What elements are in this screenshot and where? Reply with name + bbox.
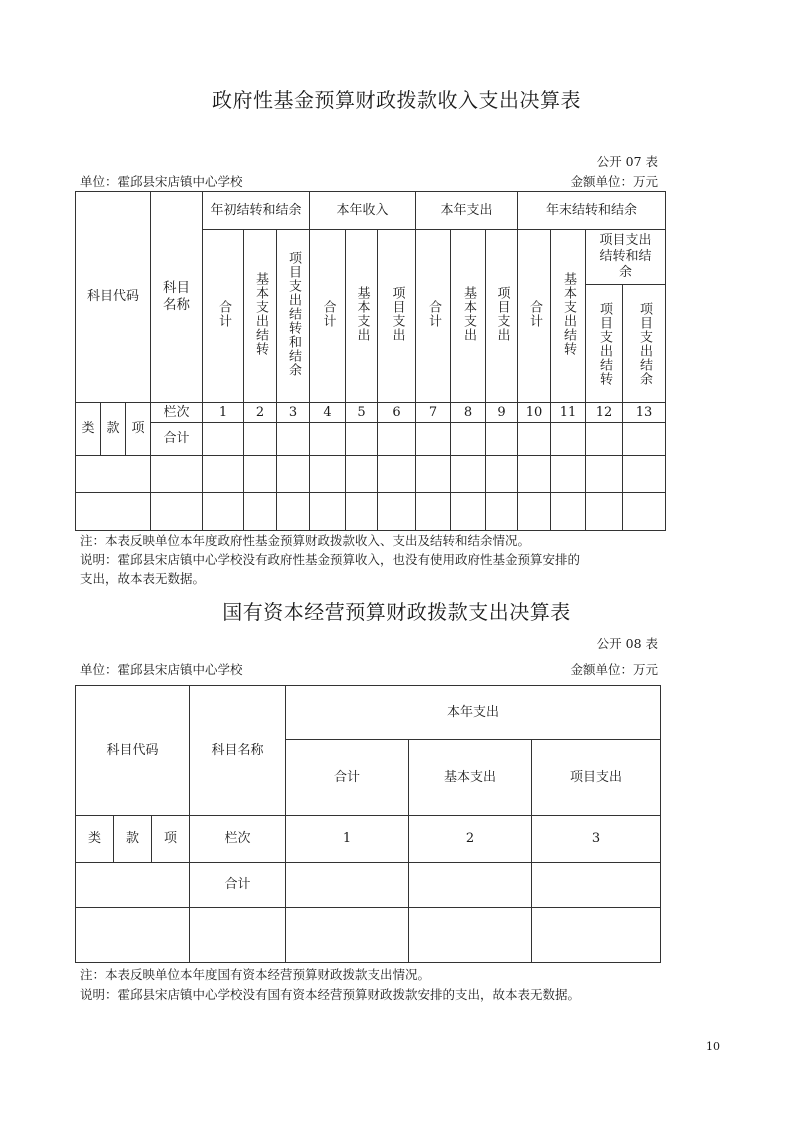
cell: [551, 456, 586, 493]
header-subject-code: 科目代码: [76, 686, 190, 816]
cell: [486, 456, 518, 493]
column-number: 12: [586, 403, 623, 423]
header-opening-balance: 年初结转和结余: [203, 192, 310, 230]
table1-explanation-line2: 支出，故本表无数据。: [80, 571, 206, 586]
table2-title: 国有资本经营预算财政拨款支出决算表: [222, 600, 571, 624]
header-subject-code: 科目代码: [76, 192, 151, 403]
cell: [286, 908, 409, 963]
cell: [623, 493, 666, 531]
cell: [416, 493, 451, 531]
cell-name: [151, 493, 203, 531]
table-row: [76, 493, 666, 531]
cell: [586, 456, 623, 493]
table-row-total: [76, 423, 666, 456]
header-subject-name: 科目名称: [190, 686, 286, 816]
cell: [244, 456, 277, 493]
column-number: 10: [518, 403, 551, 423]
total-label: 合计: [190, 863, 286, 908]
cell: [310, 423, 346, 456]
cell: [532, 863, 661, 908]
code-part-item: 项: [152, 816, 190, 863]
code-part-item: 项: [126, 403, 151, 456]
column-number: 1: [203, 403, 244, 423]
cell-code: [76, 456, 151, 493]
cell: [451, 456, 486, 493]
column-index-label: 栏次: [151, 403, 203, 423]
cell: [518, 423, 551, 456]
cell: [277, 456, 310, 493]
header-income-total: 合计: [310, 230, 346, 403]
header-closing-project: 项目支出结转和结余: [599, 233, 652, 280]
cell: [310, 493, 346, 531]
column-number: 9: [486, 403, 518, 423]
header-closing-total: 合计: [518, 230, 551, 403]
header-expense-total: 合计: [416, 230, 451, 403]
cell: [416, 423, 451, 456]
header-expense-project: 项目支出: [532, 740, 661, 816]
cell-code: [76, 908, 190, 963]
cell: [416, 456, 451, 493]
cell: [486, 493, 518, 531]
header-expense-project: 项目支出: [486, 230, 518, 403]
cell: [586, 493, 623, 531]
header-closing-basic: 基本支出结转: [551, 230, 586, 403]
table-row: [76, 908, 661, 963]
cell: [286, 863, 409, 908]
table1-form-number: 公开 07 表: [596, 154, 658, 169]
column-number: 6: [378, 403, 416, 423]
page-number: 10: [706, 1040, 720, 1053]
cell-code: [76, 863, 190, 908]
table1-explanation-line1: 说明：霍邱县宋店镇中心学校没有政府性基金预算收入，也没有使用政府性基金预算安排的: [80, 552, 581, 567]
cell: [551, 423, 586, 456]
column-number: 8: [451, 403, 486, 423]
table1-unit-label: 单位：霍邱县宋店镇中心学校: [80, 174, 243, 189]
cell: [378, 456, 416, 493]
column-number: 7: [416, 403, 451, 423]
cell: [378, 493, 416, 531]
cell: [451, 423, 486, 456]
column-number: 3: [277, 403, 310, 423]
cell: [346, 423, 378, 456]
cell: [203, 493, 244, 531]
header-current-expense: 本年支出: [286, 686, 661, 740]
cell: [378, 423, 416, 456]
cell: [409, 908, 532, 963]
header-current-expense: 本年支出: [416, 192, 518, 230]
cell: [518, 456, 551, 493]
column-number: 1: [286, 816, 409, 863]
table2-unit-label: 单位：霍邱县宋店镇中心学校: [80, 662, 243, 677]
column-number: 13: [623, 403, 666, 423]
cell-name: [190, 908, 286, 963]
cell-code: [76, 493, 151, 531]
header-opening-total: 合计: [203, 230, 244, 403]
code-part-category: 类: [76, 403, 101, 456]
cell: [244, 493, 277, 531]
cell: [409, 863, 532, 908]
cell: [244, 423, 277, 456]
code-part-section: 款: [114, 816, 152, 863]
column-number: 2: [409, 816, 532, 863]
table2-form-number: 公开 08 表: [596, 636, 658, 651]
column-number: 11: [551, 403, 586, 423]
header-subject-name: 科目名称: [151, 192, 203, 403]
cell: [623, 423, 666, 456]
header-closing-balance: 年末结转和结余: [518, 192, 666, 230]
cell: [623, 456, 666, 493]
header-opening-project: 项目支出结转和结余: [277, 230, 310, 403]
cell: [277, 493, 310, 531]
header-expense-basic: 基本支出: [451, 230, 486, 403]
table1-title: 政府性基金预算财政拨款收入支出决算表: [212, 88, 581, 112]
column-number: 4: [310, 403, 346, 423]
header-closing-project-group: [586, 230, 666, 403]
header-income-project: 项目支出: [378, 230, 416, 403]
total-label: 合计: [151, 423, 203, 456]
header-expense-total: 合计: [286, 740, 409, 816]
column-number: 3: [532, 816, 661, 863]
cell: [203, 423, 244, 456]
header-expense-basic: 基本支出: [409, 740, 532, 816]
header-closing-project-surplus: 项目支出结余: [637, 301, 653, 386]
state-capital-table: [75, 685, 661, 963]
table1-note: 注：本表反映单位本年度政府性基金预算财政拨款收入、支出及结转和结余情况。: [80, 533, 531, 548]
header-closing-project-carryover: 项目支出结转: [586, 285, 623, 402]
table2-note: 注：本表反映单位本年度国有资本经营预算财政拨款支出情况。: [80, 967, 431, 982]
table2-explanation: 说明：霍邱县宋店镇中心学校没有国有资本经营预算财政拨款安排的支出，故本表无数据。: [80, 987, 581, 1002]
cell: [518, 493, 551, 531]
column-index-label: 栏次: [190, 816, 286, 863]
cell: [451, 493, 486, 531]
table-row: [76, 456, 666, 493]
header-opening-basic: 基本支出结转: [244, 230, 277, 403]
table-row-total: [76, 863, 661, 908]
cell: [203, 456, 244, 493]
cell: [532, 908, 661, 963]
code-part-category: 类: [76, 816, 114, 863]
code-part-section: 款: [101, 403, 126, 456]
cell: [486, 423, 518, 456]
column-number: 5: [346, 403, 378, 423]
table1-currency-label: 金额单位：万元: [570, 174, 658, 189]
table2-currency-label: 金额单位：万元: [570, 662, 658, 677]
cell: [346, 493, 378, 531]
column-number: 2: [244, 403, 277, 423]
cell: [346, 456, 378, 493]
cell: [310, 456, 346, 493]
cell: [586, 423, 623, 456]
cell: [277, 423, 310, 456]
header-income-basic: 基本支出: [346, 230, 378, 403]
cell: [551, 493, 586, 531]
header-current-income: 本年收入: [310, 192, 416, 230]
cell-name: [151, 456, 203, 493]
government-fund-table: [75, 191, 666, 531]
